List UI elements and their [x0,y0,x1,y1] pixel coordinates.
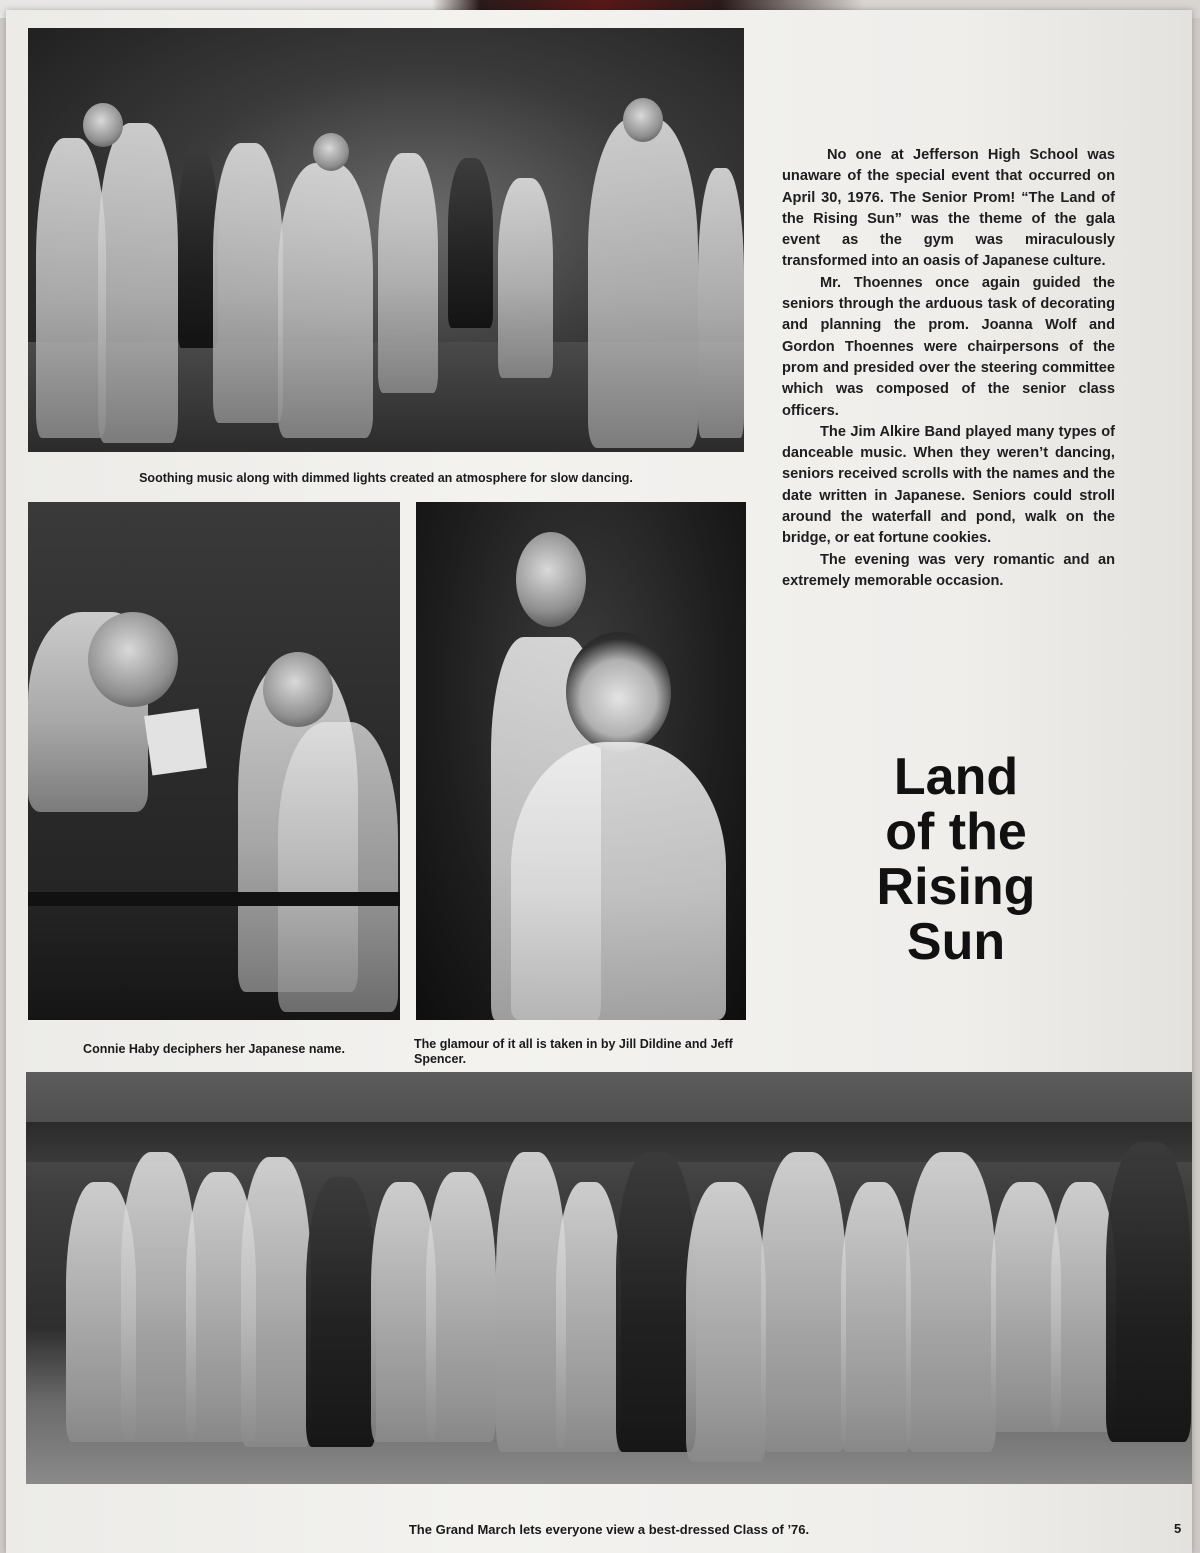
title-line: Sun [906,913,1006,971]
article-paragraph: No one at Jefferson High School was unaware of the special event that occurred on April 30, 1976. The Senior Prom! “The Land of the Rising Sun” was the theme of the gala event as the gym was miraculously transformed into an oasis of Japanese culture. [782,147,1115,270]
article-body [782,145,1115,592]
article-title [806,750,1106,970]
title-line: of the [885,803,1027,861]
caption-connie-haby: Connie Haby deciphers her Japanese name. [83,1042,345,1056]
title-line: Rising [876,858,1036,916]
article-paragraph: Mr. Thoennes once again guided the seniors through the arduous task of decorating and planning the prom. Joanna Wolf and Gordon Thoennes were chairpersons of the prom and presided over the steering committee which was composed of the senior class officers. [782,274,1115,419]
page-number: 5 [1174,1521,1182,1536]
article-paragraph: The Jim Alkire Band played many types of danceable music. When they weren’t dancing, seniors received scrolls with the names and the date written in Japanese. Seniors could stroll around the waterfall and pond, walk on the bridge, or eat fortune cookies. [782,423,1115,547]
caption-dildine-spencer: The glamour of it all is taken in by Jill Dildine and Jeff Spencer. [414,1037,733,1066]
caption-grand-march: The Grand March lets everyone view a best-dressed Class of ’76. [408,1522,810,1537]
article-paragraph: The evening was very romantic and an extremely memorable occasion. [782,551,1115,589]
yearbook-page [6,10,1192,1553]
photo-connie-haby [28,502,400,1020]
title-line: Land [893,748,1019,806]
photo-grand-march [26,1072,1192,1484]
photo-slow-dancing [28,28,744,452]
photo-dildine-spencer [416,502,746,1020]
caption-slow-dancing: Soothing music along with dimmed lights created an atmosphere for slow dancing. [139,471,633,485]
